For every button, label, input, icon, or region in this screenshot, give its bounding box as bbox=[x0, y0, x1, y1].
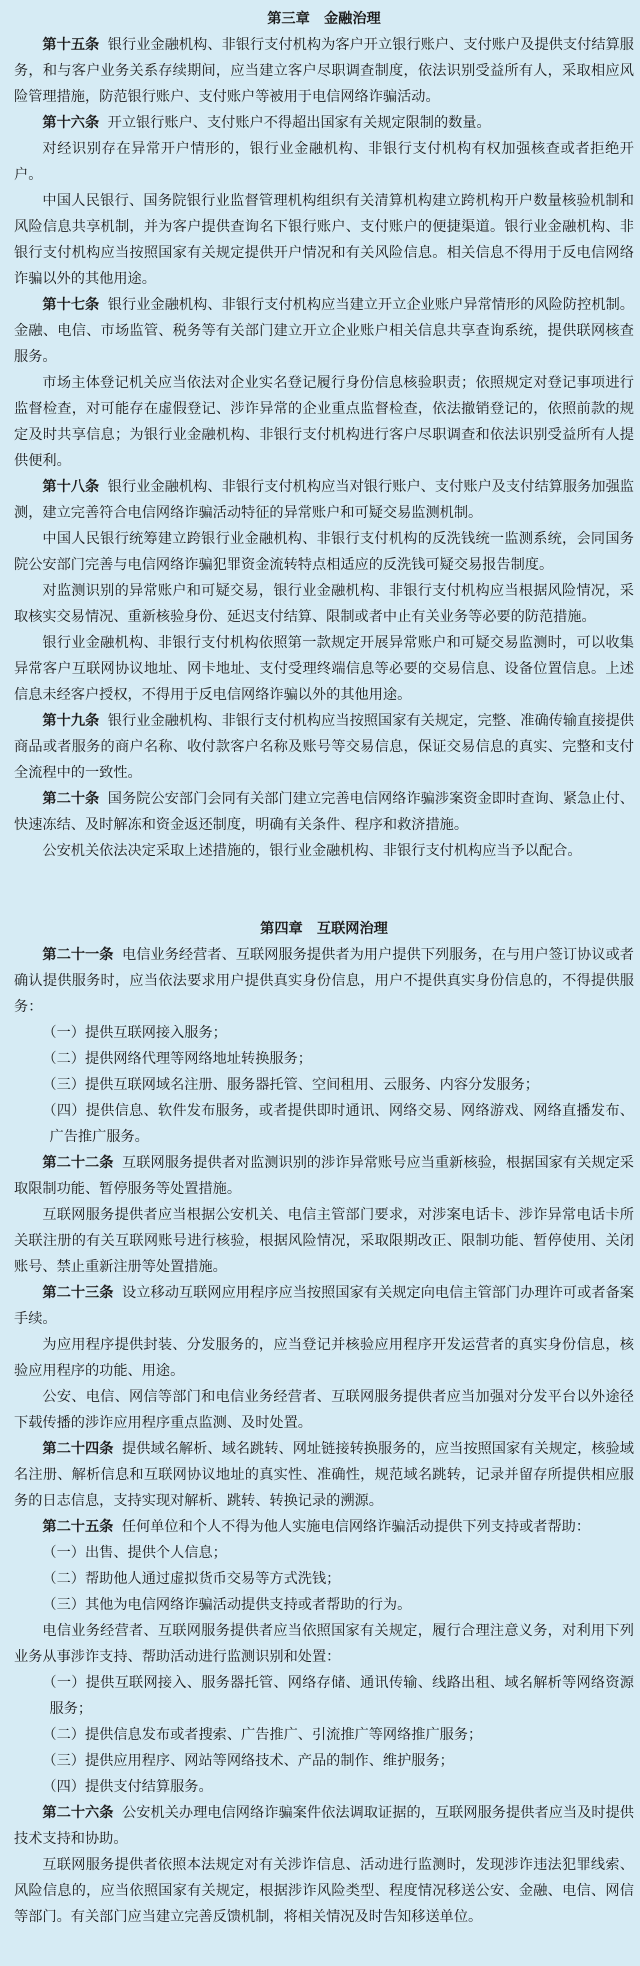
article-24-text: 提供域名解析、域名跳转、网址链接转换服务的，应当按照国家有关规定，核验域名注册、解析信息和互联网协议地址的真实性、准确性，规范域名跳转，记录并留存所提供相应服务的日志信息，支持实现对解析、跳转、转换记录的溯源。 bbox=[14, 1441, 634, 1509]
article-22-number: 第二十二条 bbox=[42, 1155, 114, 1171]
article-17-number: 第十七条 bbox=[42, 297, 100, 313]
article-15-text: 银行业金融机构、非银行支付机构为客户开立银行账户、支付账户及提供支付结算服务，和与客户业务关系存续期间，应当建立客户尽职调查制度，依法识别受益所有人，采取相应风险管理措施，防范银行账户、支付账户等被用于电信网络诈骗活动。 bbox=[14, 37, 634, 105]
article-22-paragraph-2: 互联网服务提供者应当根据公安机关、电信主管部门要求，对涉案电话卡、涉诈异常电话卡所关联注册的有关互联网账号进行核验，根据风险情况，采取限期改正、限制功能、暂停使用、关闭账号、禁止重新注册等处置措施。 bbox=[14, 1207, 634, 1275]
article-22 bbox=[14, 1150, 634, 1202]
article-20-number: 第二十条 bbox=[42, 791, 100, 807]
chapter-separator bbox=[14, 864, 634, 916]
article-16-paragraph-3: 中国人民银行、国务院银行业监督管理机构组织有关清算机构建立跨机构开户数量核验机制和风险信息共享机制，并为客户提供查询名下银行账户、支付账户的便捷渠道。银行业金融机构、非银行支付机构应当按照国家有关规定提供开户情况和有关风险信息。相关信息不得用于反电信网络诈骗以外的其他用途。 bbox=[14, 193, 634, 287]
article-25-item-3: （三）其他为电信网络诈骗活动提供支持或者帮助的行为。 bbox=[42, 1597, 412, 1613]
article-23-text: 设立移动互联网应用程序应当按照国家有关规定向电信主管部门办理许可或者备案手续。 bbox=[14, 1285, 634, 1327]
chapter-3-title: 第三章 金融治理 bbox=[267, 11, 381, 27]
article-25-item-1: （一）出售、提供个人信息； bbox=[42, 1545, 227, 1561]
article-25-list2-item-4: （四）提供支付结算服务。 bbox=[42, 1779, 213, 1795]
article-17 bbox=[14, 292, 634, 370]
article-21-number: 第二十一条 bbox=[42, 947, 114, 963]
article-21-item-3: （三）提供互联网域名注册、服务器托管、空间租用、云服务、内容分发服务； bbox=[42, 1077, 539, 1093]
article-21-item-1: （一）提供互联网接入服务； bbox=[42, 1025, 227, 1041]
article-18-paragraph-3: 对监测识别的异常账户和可疑交易，银行业金融机构、非银行支付机构应当根据风险情况，采取核实交易情况、重新核验身份、延迟支付结算、限制或者中止有关业务等必要的防范措施。 bbox=[14, 583, 634, 625]
article-17-paragraph-2: 市场主体登记机关应当依法对企业实名登记履行身份信息核验职责；依照规定对登记事项进行监督检查，对可能存在虚假登记、涉诈异常的企业重点监督检查，依法撤销登记的，依照前款的规定及时共享信息；为银行业金融机构、非银行支付机构进行客户尽职调查和依法识别受益所有人提供便利。 bbox=[14, 375, 634, 469]
article-19 bbox=[14, 708, 634, 786]
article-23-number: 第二十三条 bbox=[42, 1285, 114, 1301]
article-16-number: 第十六条 bbox=[42, 115, 100, 131]
article-15 bbox=[14, 32, 634, 110]
article-23-paragraph-2: 为应用程序提供封装、分发服务的，应当登记并核验应用程序开发运营者的真实身份信息，核验应用程序的功能、用途。 bbox=[14, 1337, 634, 1379]
article-22-text: 互联网服务提供者对监测识别的涉诈异常账号应当重新核验，根据国家有关规定采取限制功能、暂停服务等处置措施。 bbox=[14, 1155, 634, 1197]
article-25-text: 任何单位和个人不得为他人实施电信网络诈骗活动提供下列支持或者帮助： bbox=[121, 1519, 591, 1535]
chapter-4-title: 第四章 互联网治理 bbox=[260, 921, 388, 937]
article-25-number: 第二十五条 bbox=[42, 1519, 114, 1535]
article-18 bbox=[14, 474, 634, 526]
article-23-paragraph-3: 公安、电信、网信等部门和电信业务经营者、互联网服务提供者应当加强对分发平台以外途径下载传播的涉诈应用程序重点监测、及时处置。 bbox=[14, 1389, 634, 1431]
article-25-list2-item-1: （一）提供互联网接入、服务器托管、网络存储、通讯传输、线路出租、域名解析等网络资源服务； bbox=[42, 1675, 634, 1717]
article-24 bbox=[14, 1436, 634, 1514]
article-20-text: 国务院公安部门会同有关部门建立完善电信网络诈骗涉案资金即时查询、紧急止付、快速冻结、及时解冻和资金返还制度，明确有关条件、程序和救济措施。 bbox=[14, 791, 634, 833]
article-21 bbox=[14, 942, 634, 1020]
article-18-number: 第十八条 bbox=[42, 479, 100, 495]
article-24-number: 第二十四条 bbox=[42, 1441, 114, 1457]
article-18-text: 银行业金融机构、非银行支付机构应当对银行账户、支付账户及支付结算服务加强监测，建立完善符合电信网络诈骗活动特征的异常账户和可疑交易监测机制。 bbox=[14, 479, 634, 521]
article-16 bbox=[14, 110, 634, 136]
article-21-item-4: （四）提供信息、软件发布服务，或者提供即时通讯、网络交易、网络游戏、网络直播发布、广告推广服务。 bbox=[42, 1103, 634, 1145]
article-25-item-2: （二）帮助他人通过虚拟货币交易等方式洗钱； bbox=[42, 1571, 341, 1587]
article-25-list2-item-3: （三）提供应用程序、网站等网络技术、产品的制作、维护服务； bbox=[42, 1753, 454, 1769]
article-25 bbox=[14, 1514, 634, 1540]
article-19-number: 第十九条 bbox=[42, 713, 100, 729]
article-15-number: 第十五条 bbox=[42, 37, 100, 53]
article-21-item-2: （二）提供网络代理等网络地址转换服务； bbox=[42, 1051, 312, 1067]
article-20 bbox=[14, 786, 634, 838]
article-26-paragraph-2: 互联网服务提供者依照本法规定对有关涉诈信息、活动进行监测时，发现涉诈违法犯罪线索、风险信息的，应当依照国家有关规定，根据涉诈风险类型、程度情况移送公安、金融、电信、网信等部门。有关部门应当建立完善反馈机制，将相关情况及时告知移送单位。 bbox=[14, 1857, 634, 1925]
article-16-text: 开立银行账户、支付账户不得超出国家有关规定限制的数量。 bbox=[107, 115, 491, 131]
article-21-text: 电信业务经营者、互联网服务提供者为用户提供下列服务，在与用户签订协议或者确认提供服务时，应当依法要求用户提供真实身份信息，用户不提供真实身份信息的，不得提供服务： bbox=[14, 947, 634, 1015]
article-16-paragraph-2: 对经识别存在异常开户情形的，银行业金融机构、非银行支付机构有权加强核查或者拒绝开户。 bbox=[14, 141, 634, 183]
article-17-text: 银行业金融机构、非银行支付机构应当建立开立企业账户异常情形的风险防控机制。金融、电信、市场监管、税务等有关部门建立开立企业账户相关信息共享查询系统，提供联网核查服务。 bbox=[14, 297, 634, 365]
article-18-paragraph-2: 中国人民银行统筹建立跨银行业金融机构、非银行支付机构的反洗钱统一监测系统，会同国务院公安部门完善与电信网络诈骗犯罪资金流转特点相适应的反洗钱可疑交易报告制度。 bbox=[14, 531, 634, 573]
article-26-number: 第二十六条 bbox=[42, 1805, 114, 1821]
article-23 bbox=[14, 1280, 634, 1332]
article-25-list2-item-2: （二）提供信息发布或者搜索、广告推广、引流推广等网络推广服务； bbox=[42, 1727, 483, 1743]
article-26-text: 公安机关办理电信网络诈骗案件依法调取证据的，互联网服务提供者应当及时提供技术支持和协助。 bbox=[14, 1805, 634, 1847]
article-19-text: 银行业金融机构、非银行支付机构应当按照国家有关规定，完整、准确传输直接提供商品或者服务的商户名称、收付款客户名称及账号等交易信息，保证交易信息的真实、完整和支付全流程中的一致性。 bbox=[14, 713, 634, 781]
article-25-paragraph-2: 电信业务经营者、互联网服务提供者应当依照国家有关规定，履行合理注意义务，对利用下列业务从事涉诈支持、帮助活动进行监测识别和处置： bbox=[14, 1623, 634, 1665]
article-20-paragraph-2: 公安机关依法决定采取上述措施的，银行业金融机构、非银行支付机构应当予以配合。 bbox=[42, 843, 582, 859]
article-26 bbox=[14, 1800, 634, 1852]
article-18-paragraph-4: 银行业金融机构、非银行支付机构依照第一款规定开展异常账户和可疑交易监测时，可以收集异常客户互联网协议地址、网卡地址、支付受理终端信息等必要的交易信息、设备位置信息。上述信息未经客户授权，不得用于反电信网络诈骗以外的其他用途。 bbox=[14, 635, 634, 703]
